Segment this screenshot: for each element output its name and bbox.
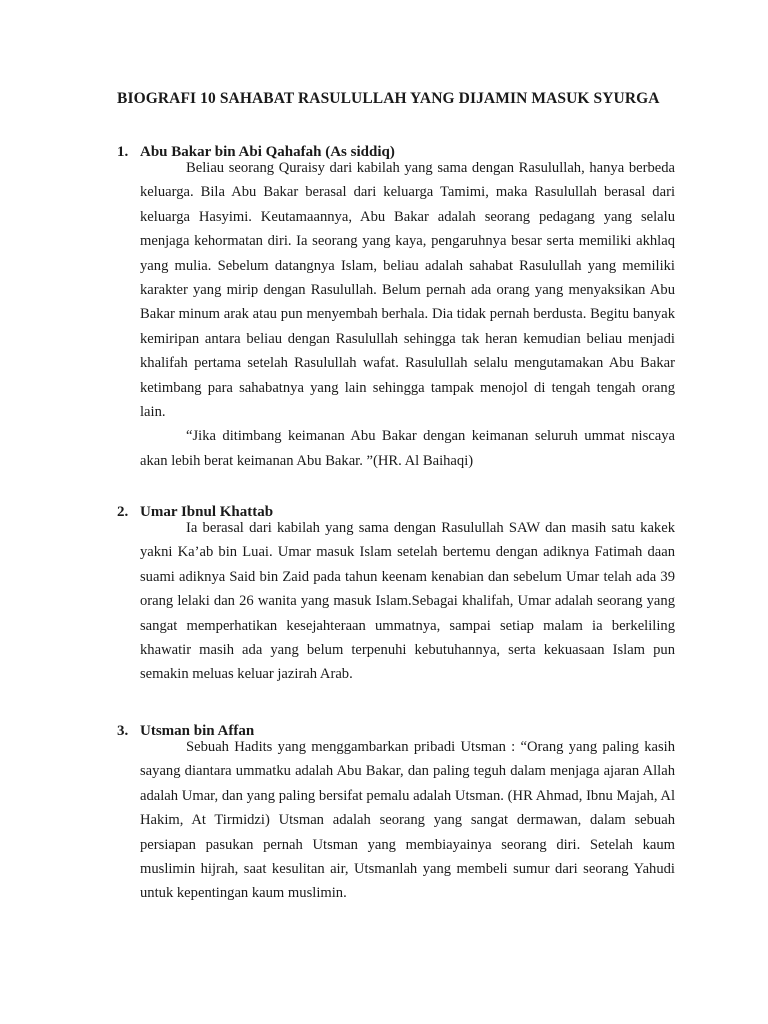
section-body	[140, 735, 675, 906]
section-heading: Abu Bakar bin Abi Qahafah (As siddiq)	[140, 144, 395, 160]
paragraph: Sebuah Hadits yang menggambarkan pribadi Utsman : “Orang yang paling kasih sayang diantara ummatku adalah Abu Bakar, dan paling teguh dalam menjaga ajaran Allah adalah Umar, dan yang paling bersifat pemalu adalah Utsman. (HR Ahmad, Ibnu Majah, Al Hakim, At Tirmidzi) Utsman adalah seorang yang sangat dermawan, dalam sebuah persiapan pasukan pernah Utsman yang membiayainya seorang diri. Setelah kaum muslimin hijrah, saat kesulitan air, Utsmanlah yang membeli sumur dari seorang Yahudi untuk kepentingan kaum muslimin.	[140, 739, 675, 902]
document-title: BIOGRAFI 10 SAHABAT RASULULLAH YANG DIJAMIN MASUK SYURGA	[117, 90, 660, 107]
quote-paragraph: “Jika ditimbang keimanan Abu Bakar dengan keimanan seluruh ummat niscaya akan lebih berat keimanan Abu Bakar. ”(HR. Al Baihaqi)	[140, 428, 675, 469]
paragraph: Beliau seorang Quraisy dari kabilah yang sama dengan Rasulullah, hanya berbeda keluarga. Bila Abu Bakar berasal dari keluarga Tamimi, maka Rasulullah berasal dari keluarga Hasyimi. Keutamaannya, Abu Bakar adalah seorang pedagang yang selalu menjaga kehormatan diri. Ia seorang yang kaya, pengaruhnya besar serta memiliki akhlaq yang mulia. Sebelum datangnya Islam, beliau adalah sahabat Rasulullah yang memiliki karakter yang mirip dengan Rasulullah. Belum pernah ada orang yang menyaksikan Abu Bakar minum arak atau pun menyembah berhala. Dia tidak pernah berdusta. Begitu banyak kemiripan antara beliau dengan Rasulullah sehingga tak heran kemudian beliau menjadi khalifah pertama setelah Rasulullah wafat. Rasulullah selalu mengutamakan Abu Bakar ketimbang para sahabatnya yang lain sehingga tampak menojol di tengah tengah orang lain.	[140, 160, 675, 421]
section-number: 1.	[117, 144, 129, 160]
section-heading: Utsman bin Affan	[140, 723, 255, 739]
section-body	[140, 516, 675, 687]
paragraph: Ia berasal dari kabilah yang sama dengan Rasulullah SAW dan masih satu kakek yakni Ka’ab bin Luai. Umar masuk Islam setelah bertemu dengan adiknya Fatimah daan suami adiknya Said bin Zaid pada tahun keenam kenabian dan sebelum Umar telah ada 39 orang lelaki dan 26 wanita yang masuk Islam.Sebagai khalifah, Umar adalah seorang yang sangat memperhatikan kesejahteraan ummatnya, sampai setiap malam ia berkeliling khawatir masih ada yang belum terpenuhi kebutuhannya, serta kekuasaan Islam pun semakin meluas keluar jazirah Arab.	[140, 520, 675, 683]
section-number: 3.	[117, 723, 129, 739]
section-number: 2.	[117, 504, 129, 520]
section-body	[140, 156, 675, 473]
section-heading: Umar Ibnul Khattab	[140, 504, 274, 520]
